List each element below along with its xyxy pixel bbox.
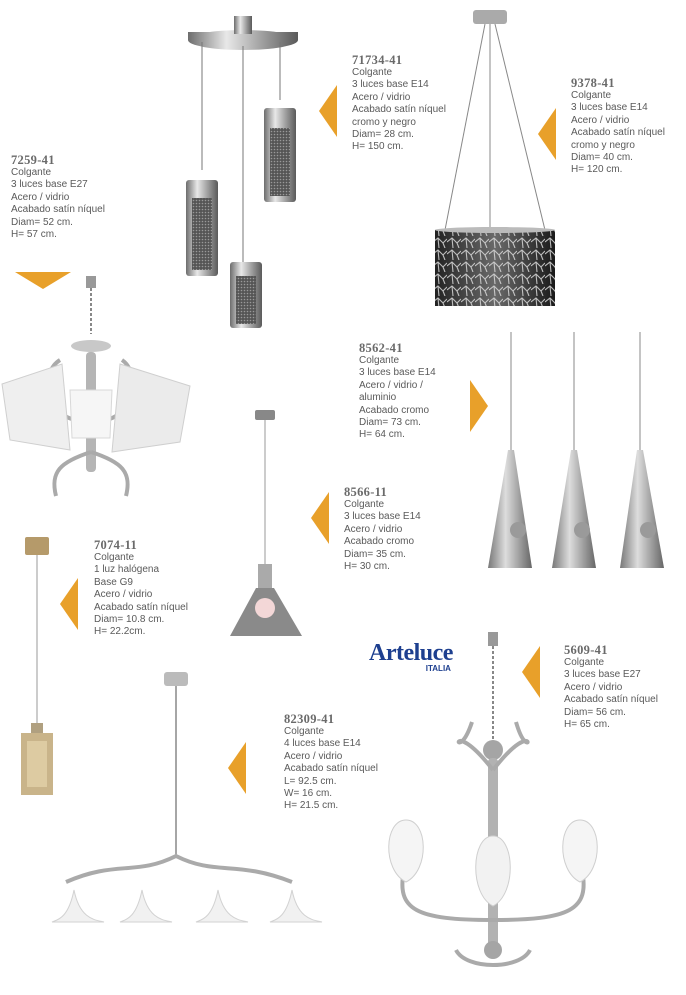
product-7259 bbox=[11, 153, 105, 241]
pointer-arrow-icon bbox=[60, 578, 78, 630]
product-spec: Acero / vidrio bbox=[564, 681, 623, 693]
product-spec: 3 luces base E14 bbox=[352, 79, 429, 91]
product-9378 bbox=[571, 76, 665, 177]
product-5609 bbox=[564, 643, 658, 731]
lamp-7259-image bbox=[0, 272, 200, 512]
product-spec: Colgante bbox=[359, 355, 400, 366]
product-spec: Diam= 28 cm. bbox=[352, 129, 414, 141]
product-spec: Colgante bbox=[571, 90, 612, 101]
product-spec: cromo y negro bbox=[352, 116, 416, 128]
pointer-arrow-icon bbox=[538, 108, 556, 160]
product-71734 bbox=[352, 53, 446, 154]
pointer-arrow-icon bbox=[319, 85, 337, 137]
product-spec: Acabado cromo bbox=[359, 404, 430, 416]
product-spec: Acabado satín níquel bbox=[11, 204, 105, 216]
product-spec: H= 64 cm. bbox=[359, 429, 405, 441]
product-spec: Acero / vidrio bbox=[571, 114, 630, 126]
product-spec: 3 luces base E14 bbox=[571, 102, 648, 114]
product-spec: Acabado satín níquel bbox=[571, 127, 665, 139]
product-spec: Base G9 bbox=[94, 576, 133, 588]
product-spec: Colgante bbox=[344, 499, 385, 510]
product-spec: H= 30 cm. bbox=[344, 561, 390, 573]
product-spec: H= 21.5 cm. bbox=[284, 800, 339, 812]
product-spec: Diam= 73 cm. bbox=[359, 417, 421, 429]
product-spec: H= 120 cm. bbox=[571, 164, 623, 176]
product-spec: H= 65 cm. bbox=[564, 719, 610, 731]
product-82309 bbox=[284, 712, 378, 813]
product-spec: Diam= 40 cm. bbox=[571, 152, 633, 164]
pointer-arrow-icon bbox=[228, 742, 246, 794]
product-spec: 1 luz halógena bbox=[94, 564, 160, 576]
product-spec: Diam= 52 cm. bbox=[11, 216, 73, 228]
product-spec: Colgante bbox=[11, 167, 52, 178]
product-spec: 3 luces base E14 bbox=[344, 511, 421, 523]
pointer-arrow-icon bbox=[522, 646, 540, 698]
product-spec: Acabado cromo bbox=[344, 536, 415, 548]
product-spec: Colgante bbox=[564, 657, 605, 668]
product-8566 bbox=[344, 485, 421, 573]
product-spec: Acabado satín níquel bbox=[94, 601, 188, 613]
product-spec: Diam= 56 cm. bbox=[564, 706, 626, 718]
product-spec: 3 luces base E27 bbox=[564, 669, 641, 681]
product-code: 8566-11 bbox=[344, 485, 388, 499]
product-code: 82309-41 bbox=[284, 712, 335, 726]
product-code: 9378-41 bbox=[571, 76, 615, 90]
lamp-82309-image bbox=[36, 670, 326, 930]
product-spec: Colgante bbox=[352, 67, 393, 78]
product-spec: H= 150 cm. bbox=[352, 141, 404, 153]
product-spec: H= 22.2cm. bbox=[94, 626, 146, 638]
lamp-8566-image bbox=[228, 408, 303, 640]
product-spec: 3 luces base E14 bbox=[359, 367, 436, 379]
product-spec: aluminio bbox=[359, 392, 397, 404]
product-spec: Acero / vidrio / bbox=[359, 379, 423, 391]
pointer-arrow-icon bbox=[470, 380, 488, 432]
product-spec: Diam= 10.8 cm. bbox=[94, 614, 165, 626]
product-spec: Acero / vidrio bbox=[352, 91, 411, 103]
product-7074 bbox=[94, 538, 188, 639]
product-8562 bbox=[359, 341, 436, 442]
product-spec: Acabado satín níquel bbox=[352, 104, 446, 116]
product-spec: W= 16 cm. bbox=[284, 788, 333, 800]
lamp-8562-image bbox=[484, 330, 674, 575]
lamp-9378-image bbox=[433, 8, 558, 313]
product-code: 7259-41 bbox=[11, 153, 55, 167]
product-spec: Acabado satín níquel bbox=[284, 763, 378, 775]
product-spec: Acero / vidrio bbox=[11, 191, 70, 203]
product-code: 71734-41 bbox=[352, 53, 403, 67]
pointer-arrow-icon bbox=[311, 492, 329, 544]
product-spec: Acabado satín níquel bbox=[564, 694, 658, 706]
product-spec: 4 luces base E14 bbox=[284, 738, 361, 750]
product-code: 8562-41 bbox=[359, 341, 403, 355]
product-spec: Acero / vidrio bbox=[284, 750, 343, 762]
product-spec: H= 57 cm. bbox=[11, 229, 57, 241]
brand-logo bbox=[369, 640, 453, 673]
product-spec: L= 92.5 cm. bbox=[284, 775, 337, 787]
product-spec: 3 luces base E27 bbox=[11, 179, 88, 191]
product-spec: Acero / vidrio bbox=[94, 589, 153, 601]
product-code: 7074-11 bbox=[94, 538, 138, 552]
pointer-arrow-icon bbox=[15, 272, 71, 289]
product-code: 5609-41 bbox=[564, 643, 608, 657]
brand-name: Arteluce bbox=[369, 640, 453, 666]
product-spec: Colgante bbox=[94, 552, 135, 563]
product-spec: cromo y negro bbox=[571, 139, 635, 151]
product-spec: Acero / vidrio bbox=[344, 523, 403, 535]
brand-sub: ITALIA bbox=[425, 664, 451, 673]
product-spec: Colgante bbox=[284, 726, 325, 737]
product-spec: Diam= 35 cm. bbox=[344, 548, 406, 560]
